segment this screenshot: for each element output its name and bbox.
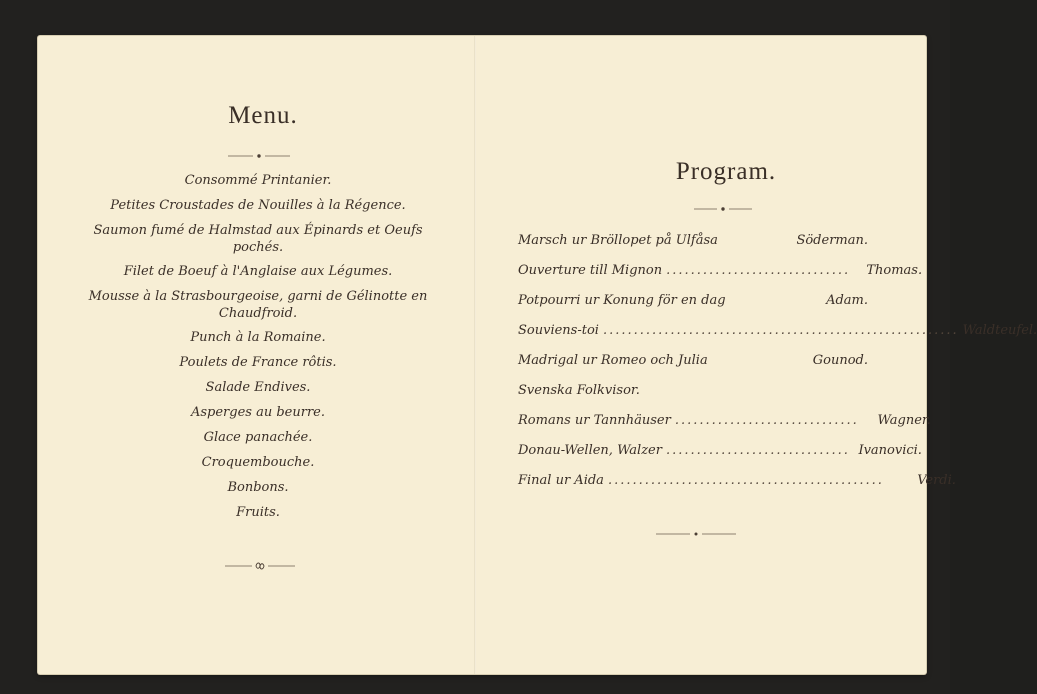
dot-leader: .............................. xyxy=(666,263,851,278)
program-title-ornament xyxy=(694,205,752,213)
program-row xyxy=(518,352,868,369)
program-composer: Wagner. xyxy=(877,413,931,428)
program-row xyxy=(518,472,956,489)
program-piece: Potpourri ur Konung för en dag xyxy=(518,293,726,308)
program-composer: Adam. xyxy=(826,293,868,308)
menu-item: Bonbons. xyxy=(227,480,289,495)
program-piece: Romans ur Tannhäuser xyxy=(518,413,671,428)
folded-menu-card xyxy=(38,36,1037,674)
program-row xyxy=(518,322,1037,339)
dot-leader: .......................................................... xyxy=(602,323,959,338)
program-composer: Gounod. xyxy=(812,353,868,368)
dot-leader: .............................. xyxy=(665,443,850,458)
program-composer: Thomas. xyxy=(866,263,923,278)
menu-item: Consommé Printanier. xyxy=(184,173,332,188)
program-footer-ornament xyxy=(656,530,736,538)
program-piece: Svenska Folkvisor. xyxy=(518,383,640,398)
program-row xyxy=(518,262,923,279)
menu-item: Croquembouche. xyxy=(201,455,315,470)
program-row xyxy=(518,232,868,249)
program-row xyxy=(518,382,868,399)
program-row xyxy=(518,442,922,459)
program-composer: Waldteufel. xyxy=(962,323,1037,338)
menu-title: Menu. xyxy=(228,102,298,129)
program-piece: Madrigal ur Romeo och Julia xyxy=(518,353,708,368)
program-piece: Ouverture till Mignon xyxy=(518,263,663,278)
program-row xyxy=(518,412,931,429)
dot-leader: .............................. xyxy=(674,413,859,428)
menu-item: Glace panachée. xyxy=(203,430,313,445)
menu-item: Mousse à la Strasbourgeoise, garni de Gélinotte en Chaudfroid. xyxy=(88,289,428,321)
program-piece: Souviens-toi xyxy=(518,323,599,338)
menu-item: Fruits. xyxy=(236,505,280,520)
program-row xyxy=(518,292,868,309)
menu-footer-ornament xyxy=(225,562,295,570)
program-piece: Donau-Wellen, Walzer xyxy=(518,443,662,458)
menu-item: Filet de Boeuf à l'Anglaise aux Légumes. xyxy=(123,264,393,279)
menu-item: Poulets de France rôtis. xyxy=(179,355,337,370)
program-composer: Söderman. xyxy=(796,233,868,248)
program-title: Program. xyxy=(675,158,777,185)
program-composer: Verdi. xyxy=(917,473,956,488)
menu-items xyxy=(72,172,444,529)
dot-leader: ............................................. xyxy=(607,473,884,488)
menu-item: Asperges au beurre. xyxy=(190,405,325,420)
program-items xyxy=(518,232,1037,502)
program-piece: Final ur Aida xyxy=(518,473,604,488)
menu-item: Petites Croustades de Nouilles à la Régence. xyxy=(110,198,406,213)
menu-item: Saumon fumé de Halmstad aux Épinards et Oeufs pochés. xyxy=(93,223,423,255)
menu-panel xyxy=(38,36,474,674)
menu-item: Punch à la Romaine. xyxy=(190,330,326,345)
program-panel xyxy=(476,36,1037,674)
menu-item: Salade Endives. xyxy=(205,380,311,395)
program-piece: Marsch ur Bröllopet på Ulfåsa xyxy=(518,233,718,248)
menu-title-ornament xyxy=(228,152,290,160)
program-composer: Ivanovici. xyxy=(858,443,922,458)
